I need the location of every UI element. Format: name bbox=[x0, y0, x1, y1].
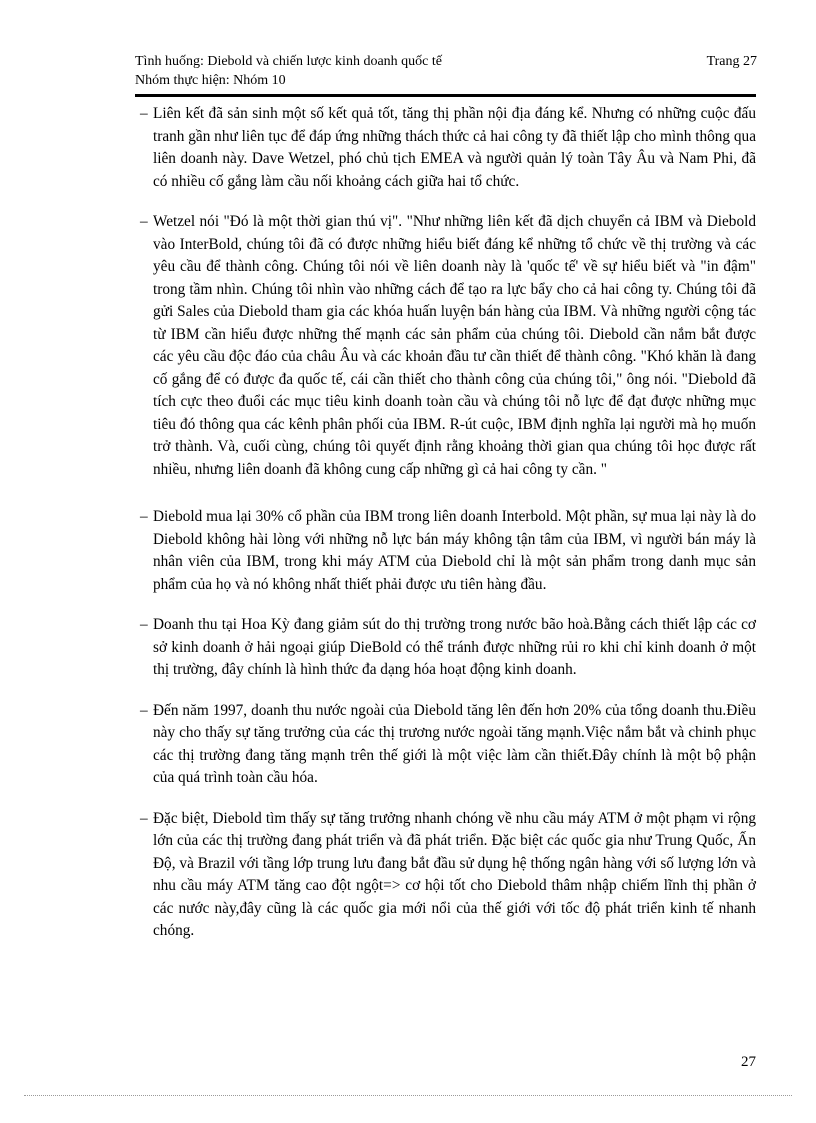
paragraph-text: Doanh thu tại Hoa Kỳ đang giảm sút do thị trường trong nước bão hoà.Bằng cách thiết lập các cơ sở kinh doanh ở hải ngoại giúp DieBold có thể tránh được những rủi ro khi chỉ kinh doanh ở một thị trường, đây chính là hình thức đa dạng hóa hoạt động kinh doanh. bbox=[153, 616, 756, 678]
paragraph-text: Liên kết đã sản sinh một số kết quả tốt, tăng thị phần nội địa đáng kể. Nhưng có những cuộc đấu tranh gần như liên tục để đáp ứng những thách thức cả hai công ty đã thiết lập cho mình thông qua liên doanh này. Dave Wetzel, phó chủ tịch EMEA và người quản lý toàn Tây Âu và Nam Phi, đã có nhiều cố gắng làm cầu nối khoảng cách giữa hai tổ chức. bbox=[153, 105, 756, 190]
header-page-label: Trang 27 bbox=[706, 54, 757, 69]
bullet-dash: – bbox=[140, 105, 148, 122]
document-title: Tình huống: Diebold và chiến lược kinh doanh quốc tế bbox=[135, 54, 442, 69]
paragraph-4 bbox=[136, 614, 756, 682]
bullet-dash: – bbox=[140, 616, 148, 633]
page-boundary bbox=[24, 1095, 792, 1096]
paragraph-5 bbox=[136, 700, 756, 790]
bullet-dash: – bbox=[140, 508, 148, 525]
bullet-dash: – bbox=[140, 213, 148, 230]
paragraph-text: Wetzel nói "Đó là một thời gian thú vị". "Như những liên kết đã dịch chuyển cả IBM và Diebold vào InterBold, chúng tôi đã có được những hiểu biết đáng kể những tổ chức về thị trường và các yêu cầu để thành công. Chúng tôi nói về liên doanh này là 'quốc tế' về sự hiểu biết và "in đậm" trong tầm nhìn. Chúng tôi nhìn vào những cách để tạo ra lực bẩy cho cả hai công ty. Chúng tôi đã gửi Sales của Diebold tham gia các khóa huấn luyện bán hàng của IBM. Và những người cộng tác từ IBM cần hiểu được những thế mạnh các sản phẩm của chúng tôi. Diebold cần nắm bắt được các yêu cầu độc đáo của châu Âu và các khoản đầu tư cần thiết để thành công. "Khó khăn là đang cố gắng để có được đa quốc tế, cái cần thiết cho thành công của chúng tôi," ông nói. "Diebold đã tích cực theo đuổi các mục tiêu kinh doanh toàn cầu và chúng tôi nỗ lực để đạt được những mục tiêu đó thông qua các kênh phân phối của IBM. R-út cuộc, IBM định nghĩa lại người mà họ muốn trở thành. Và, cuối cùng, chúng tôi quyết định rằng khoảng thời gian qua chúng tôi học được rất nhiều, nhưng liên doanh đã không cung cấp những gì cả hai công ty cần. " bbox=[153, 213, 756, 478]
paragraph-text: Đến năm 1997, doanh thu nước ngoài của Diebold tăng lên đến hơn 20% của tổng doanh thu.Điều này cho thấy sự tăng trưởng của các thị trương nước ngoài tăng mạnh.Việc nắm bắt và chinh phục các thị trường đang tăng mạnh trên thế giới là một việc làm cần thiết.Đây chính là một bộ phận của quá trình toàn cầu hóa. bbox=[153, 701, 756, 786]
paragraph-text: Đặc biệt, Diebold tìm thấy sự tăng trưởng nhanh chóng về nhu cầu máy ATM ở một phạm vi rộng lớn của các thị trường đang phát triển và đã phát triển. Đặc biệt các quốc gia như Trung Quốc, Ấn Độ, và Brazil với tầng lớp trung lưu đang bắt đầu sử dụng hệ thống ngân hàng với số lượng lớn và nhu cầu máy ATM tăng cao đột ngột=> cơ hội tốt cho Diebold thâm nhập chiếm lĩnh thị phần ở các nước này,đây cũng là các quốc gia mới nổi của thế giới với tốc độ phát triển kinh tế nhanh chóng. bbox=[153, 809, 756, 939]
footer-page-number: 27 bbox=[741, 1054, 756, 1070]
header-rule bbox=[135, 94, 756, 97]
bullet-dash: – bbox=[140, 809, 148, 827]
team-label: Nhóm thực hiện: Nhóm 10 bbox=[135, 73, 286, 88]
paragraph-2 bbox=[136, 211, 756, 481]
paragraph-6 bbox=[136, 808, 756, 943]
paragraph-3 bbox=[136, 506, 756, 596]
bullet-dash: – bbox=[140, 701, 148, 719]
paragraph-1 bbox=[136, 103, 756, 193]
body-content bbox=[136, 103, 756, 961]
paragraph-text: Diebold mua lại 30% cổ phần của IBM trong liên doanh Interbold. Một phần, sự mua lại này là do Diebold không hài lòng với những nỗ lực bán máy không tận tâm của IBM, vì người bán máy là nhân viên của IBM, trong khi máy ATM của Diebold chỉ là một sản phẩm trong danh mục sản phẩm của họ và nó không nhất thiết phải được ưu tiên hàng đầu. bbox=[153, 508, 756, 593]
